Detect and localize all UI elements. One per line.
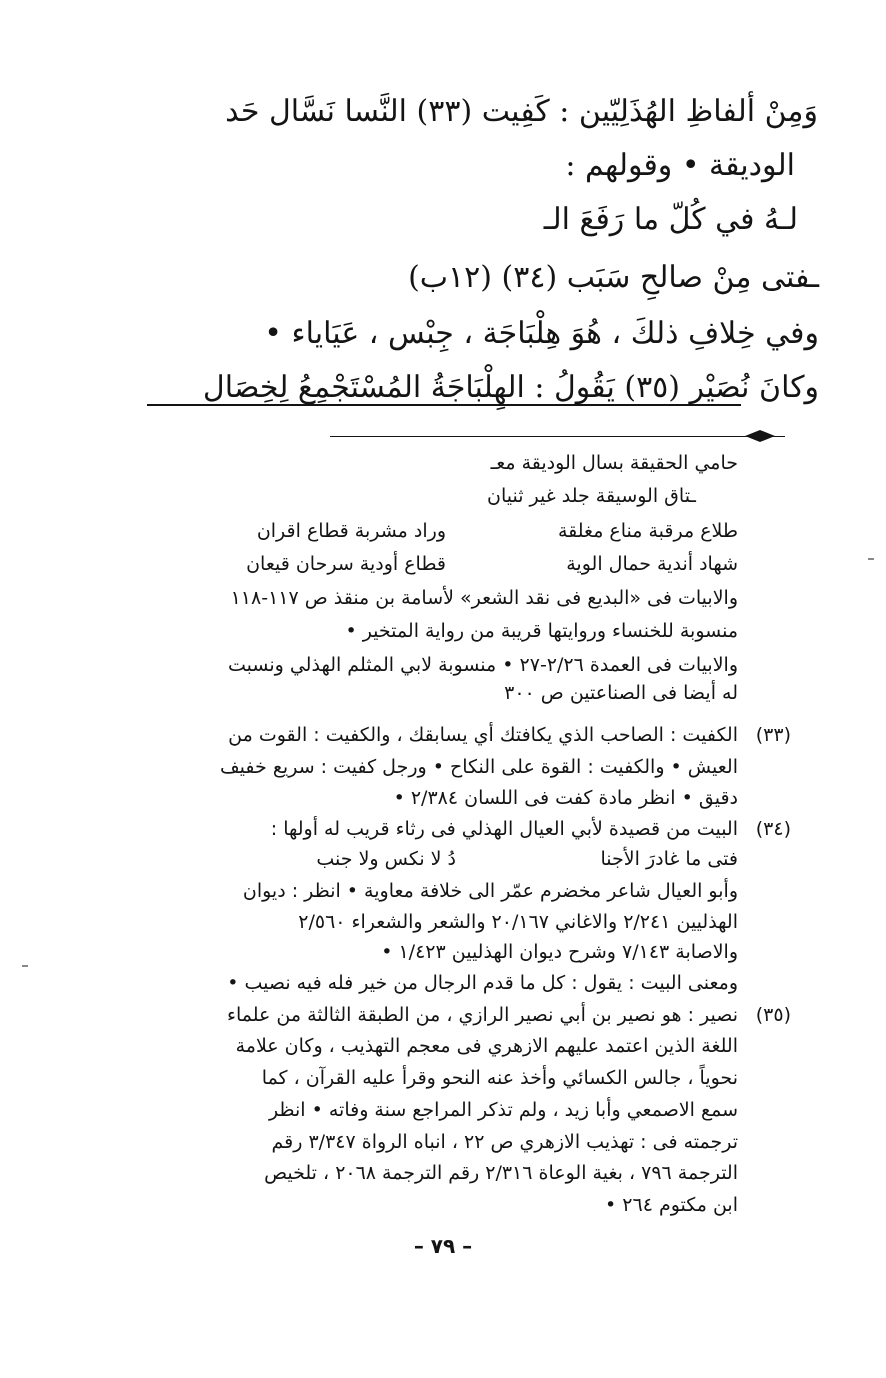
footnote-cont-line: ـتاق الوسيقة جلد غير ثنيان <box>487 485 696 507</box>
footnote-33-line: الكفيت : الصاحب الذي يكافتك أي يسابقك ، والكفيت : القوت من <box>228 724 738 746</box>
footnote-35-line: نحوياً ، جالس الكسائي وأخذ عنه النحو وقرأ عليه القرآن ، كما <box>261 1067 738 1089</box>
footnote-number-35: (٣٥) <box>755 1004 791 1026</box>
footnote-cont-line: له أيضا فى الصناعتين ص ٣٠٠ <box>504 682 738 704</box>
main-text-line: وكانَ نُصَيْر (٣٥) يَقُولُ : الهِلْبَاجَةُ المُسْتَجْمِعُ لِخِصَال <box>202 370 819 405</box>
verse-hemistich-left: وراد مشربة قطاع اقران <box>256 520 446 542</box>
footnote-34-line: ومعنى البيت : يقول : كل ما قدم الرجال من خير فله فيه نصيب • <box>227 972 738 994</box>
footnote-34-line: وأبو العيال شاعر مخضرم عمّر الى خلافة معاوية • انظر : ديوان <box>242 880 738 902</box>
main-text-line: وفي خِلافِ ذلكَ ، هُوَ هِلْبَاجَة ، جِبْس ، عَيَاياء • <box>264 316 819 351</box>
main-text-line: وَمِنْ ألفاظِ الهُذَلِيّين : كَفِيت (٣٣) النَّسا نَسَّال حَد <box>225 94 818 129</box>
footnote-cont-line: والابيات فى «البديع فى نقد الشعر» لأسامة بن منقذ ص ١١٧-١١٨ <box>230 587 738 609</box>
footnote-35-line: نصير : هو نصير بن أبي نصير الرازي ، من الطبقة الثالثة من علماء <box>227 1004 738 1026</box>
footnote-34-line: الهذليين ٢/٢٤١ والاغاني ٢٠/١٦٧ والشعر والشعراء ٢/٥٦٠ <box>298 911 738 933</box>
verse-hemistich-right: شهاد أندية حمال الوية <box>566 553 738 575</box>
footnote-35-line: سمع الاصمعي وأبا زيد ، ولم تذكر المراجع سنة وفاته • انظر <box>268 1099 738 1121</box>
footnote-34-intro: البيت من قصيدة لأبي العيال الهذلي فى رثاء قريب له أولها : <box>270 818 738 840</box>
main-text-line: الوديقة • وقولهم : <box>565 148 795 183</box>
verse-hemistich-left: قطاع أودية سرحان قيعان <box>246 553 446 575</box>
footnote-cont-line: منسوبة للخنساء وروايتها قريبة من رواية المتخير • <box>345 620 738 642</box>
footnote-number-33: (٣٣) <box>755 724 791 746</box>
footnote-35-line: ابن مكتوم ٢٦٤ • <box>605 1194 738 1216</box>
footnote-cont-line: حامي الحقيقة بسال الوديقة معـ <box>490 452 738 474</box>
footnote-35-line: الترجمة ٧٩٦ ، بغية الوعاة ٢/٣١٦ رقم الترجمة ٢٠٦٨ ، تلخيص <box>264 1162 738 1184</box>
footnote-separator <box>330 436 785 437</box>
footnote-33-line: دقيق • انظر مادة كفت فى اللسان ٢/٣٨٤ • <box>393 787 738 809</box>
footnote-number-34: (٣٤) <box>755 818 791 840</box>
main-text-underline <box>147 404 741 406</box>
footnote-35-line: ترجمته فى : تهذيب الازهري ص ٢٢ ، انباه الرواة ٣/٣٤٧ رقم <box>271 1131 738 1153</box>
verse-hemistich-right: طلاع مرقبة مناع مغلقة <box>557 520 738 542</box>
main-text-line: ـفتى مِنْ صالحِ سَبَب (٣٤) (١٢ب) <box>408 260 819 295</box>
separator-ornament <box>745 430 775 442</box>
scan-mark <box>868 558 874 560</box>
footnote-35-line: اللغة الذين اعتمد عليهم الازهري فى معجم التهذيب ، وكان علامة <box>235 1035 738 1057</box>
footnote-33-line: العيش • والكفيت : القوة على النكاح • ورجل كفيت : سريع خفيف <box>220 756 738 778</box>
main-text-line: لـهُ في كُلّ ما رَفَعَ الـ <box>543 202 798 237</box>
page-number: – ٧٩ – <box>413 1234 473 1258</box>
verse-hemistich-left: دُ لا نكس ولا جنب <box>316 848 456 870</box>
verse-hemistich-right: فتى ما غادرَ الأجنا <box>600 848 738 870</box>
footnote-34-line: والاصابة ٧/١٤٣ وشرح ديوان الهذليين ١/٤٢٣ • <box>381 941 738 963</box>
scan-mark <box>22 965 28 967</box>
footnote-cont-line: والابيات فى العمدة ٢/٢٦-٢٧ • منسوبة لابي المثلم الهذلي ونسبت <box>228 654 738 676</box>
